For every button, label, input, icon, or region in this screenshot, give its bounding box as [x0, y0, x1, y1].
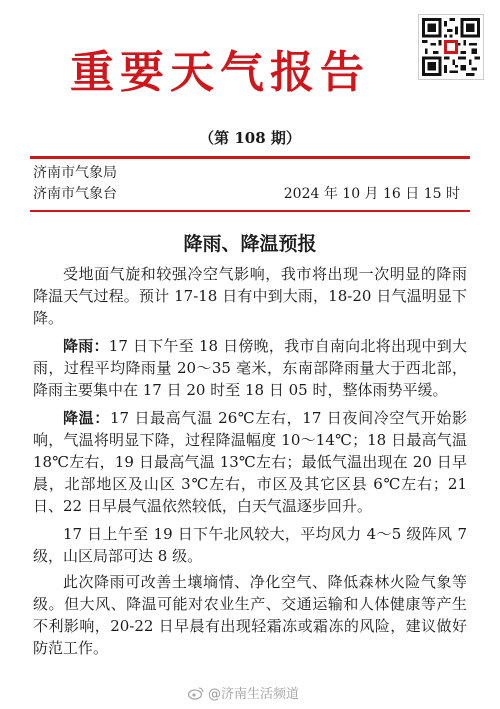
qr-code	[418, 14, 484, 80]
rain-paragraph	[33, 335, 467, 401]
report-heading: 降雨、降温预报	[183, 233, 317, 255]
temperature-paragraph	[33, 407, 467, 517]
report-title: 重要天气报告	[70, 47, 370, 98]
rain-label: 降雨：	[63, 337, 109, 355]
red-divider-top	[30, 156, 470, 159]
issue-date: 2024 年 10 月 16 日 15 时	[283, 186, 460, 202]
wind-paragraph: 17 日上午至 19 日下午北风较大，平均风力 4～5 级阵风 7 级，山区局部可达 8 级。	[33, 525, 467, 565]
watermark-text: @济南生活频道	[208, 687, 300, 702]
temperature-label: 降温：	[63, 409, 110, 427]
watermark	[188, 683, 299, 702]
red-divider-bottom	[30, 210, 470, 212]
issuer-bureau: 济南市气象局	[33, 165, 117, 181]
impact-paragraph: 此次降雨可改善土壤墒情、净化空气、降低森林火险气象等级。但大风、降温可能对农业生产、交通运输和人体健康等产生不利影响，20-22 日早晨有出现轻霜冻或霜冻的风险，建议做好防范工作。	[33, 573, 467, 657]
rain-text: 17 日下午至 18 日傍晚，我市自南向北将出现中到大雨，过程平均降雨量 20～35 毫米，东南部降雨量大于西北部，降雨主要集中在 17 日 20 时至 18 日 05 时，整体雨势平缓。	[33, 337, 467, 399]
report-body	[33, 263, 467, 663]
issue-number: （第 108 期）	[199, 129, 301, 147]
weibo-icon	[188, 686, 204, 700]
issuer-observatory: 济南市气象台	[33, 186, 117, 202]
temperature-text: 17 日最高气温 26℃左右，17 日夜间冷空气开始影响，气温将明显下降，过程降温幅度 10～14℃；18 日最高气温 18℃左右，19 日最高气温 13℃左右；最低气温出现在 20 日早晨，北部地区及山区 3℃左右，市区及其它区县 6℃左右；21 日、22 日早晨气温依然较低，白天气温逐步回升。	[33, 409, 467, 515]
intro-paragraph: 受地面气旋和较强冷空气影响，我市将出现一次明显的降雨降温天气过程。预计 17-18 日有中到大雨，18-20 日气温明显下降。	[33, 265, 467, 327]
